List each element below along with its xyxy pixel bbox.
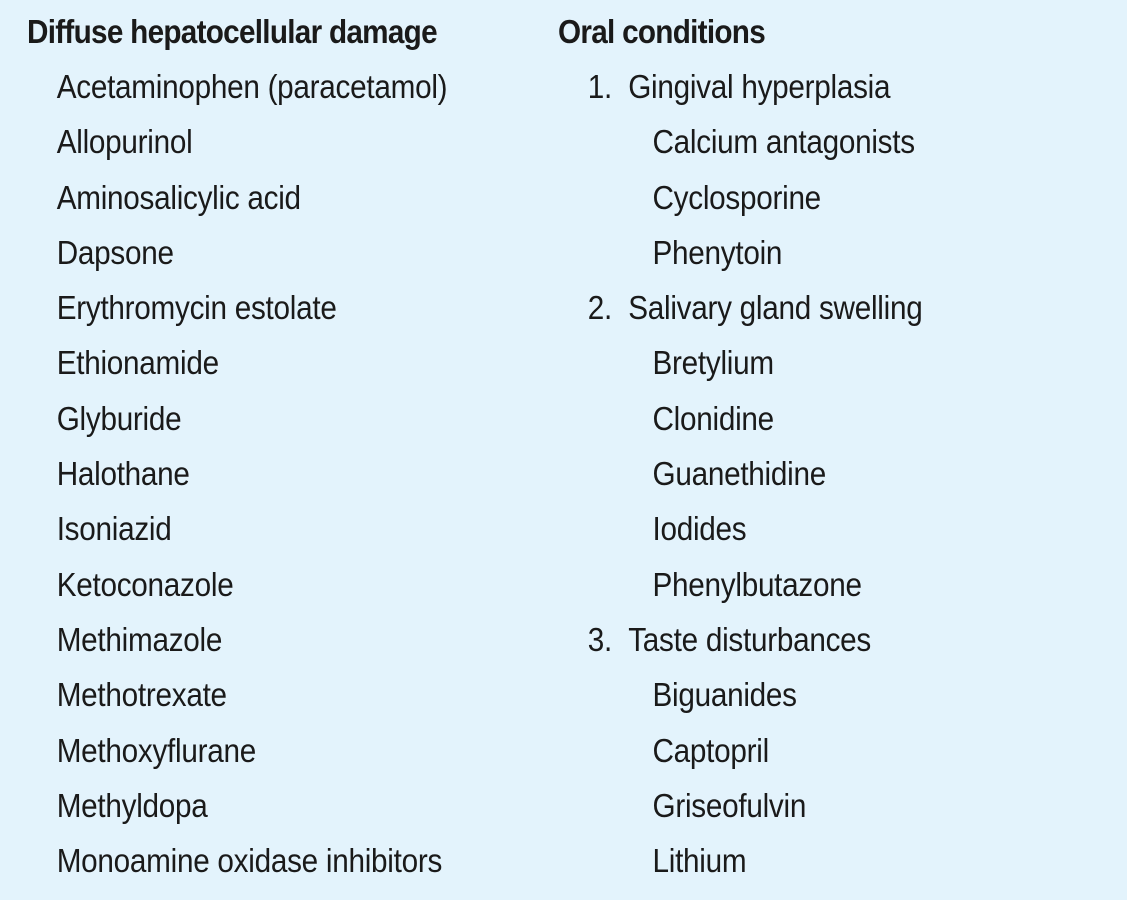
drug-item: Acetaminophen (paracetamol) [56,68,448,105]
drug-item: Aminosalicylic acid [56,178,301,216]
hepatocellular-heading: Diffuse hepatocellular damage [27,13,437,50]
drug-item: Guanethidine [652,455,826,493]
drug-item: Phenytoin [652,233,783,271]
group-number: 3. [587,620,612,658]
drug-item: Allopurinol [56,123,193,161]
drug-item: Iodides [652,510,747,548]
condition-group-gingival [558,65,1062,120]
oral-conditions-column [558,10,1118,894]
drug-item: Erythromycin estolate [56,289,337,327]
drug-item: Lithium [652,842,747,880]
drug-item: Clonidine [652,399,774,437]
drug-item: Griseofulvin [652,786,807,824]
group-title: Salivary gland swelling [628,289,923,327]
oral-conditions-heading: Oral conditions [558,13,766,50]
group-number: 2. [587,289,612,327]
drug-item: Phenylbutazone [652,565,862,603]
drug-item: Isoniazid [56,510,172,548]
drug-item: Ketoconazole [56,565,234,603]
group-title: Gingival hyperplasia [628,68,891,105]
condition-group-salivary [558,286,1062,341]
drug-item: Halothane [56,455,190,493]
drug-item: Methimazole [56,620,223,658]
drug-item: Glyburide [56,399,182,437]
drug-item: Biguanides [652,676,797,714]
group-title: Taste disturbances [628,620,871,658]
drug-item: Methyldopa [56,786,208,824]
oral-conditions-list [558,65,1118,894]
group-number: 1. [587,68,612,105]
hepatocellular-drug-list [27,65,547,894]
drug-item: Methoxyflurane [56,731,256,769]
condition-group-taste [558,618,1062,673]
hepatocellular-column [27,10,547,894]
drug-item: Cyclosporine [652,178,821,216]
drug-item: Captopril [652,731,769,769]
drug-item: Bretylium [652,344,774,382]
drug-item: Calcium antagonists [652,123,915,161]
drug-item: Methotrexate [56,676,227,714]
drug-item: Dapsone [56,233,174,271]
drug-item: Ethionamide [56,344,219,382]
drug-item: Monoamine oxidase inhibitors [56,842,443,880]
